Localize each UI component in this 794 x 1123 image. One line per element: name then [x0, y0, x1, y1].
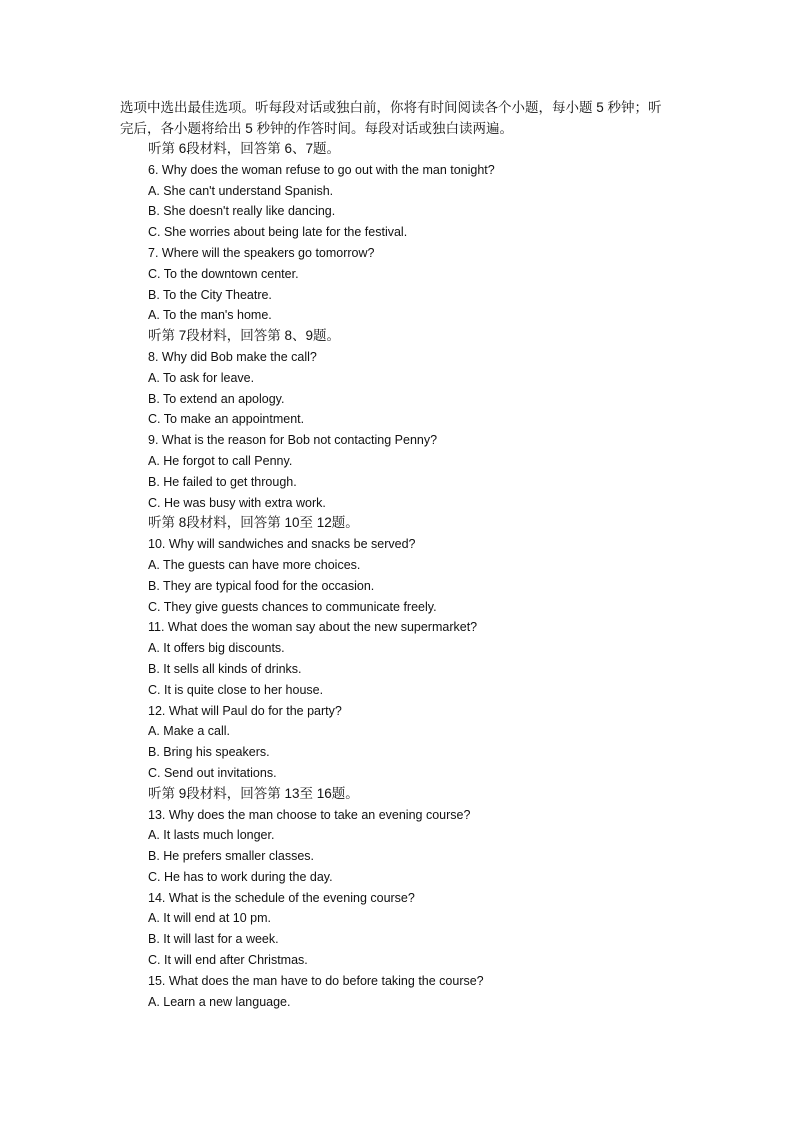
option-line: A. To the man's home.	[148, 308, 272, 323]
section-heading: 听第 6段材料，回答第 6、7题。	[148, 141, 341, 156]
question-line: 15. What does the man have to do before taking the course?	[148, 973, 484, 988]
section-heading: 听第 9段材料，回答第 13至 16题。	[148, 785, 359, 801]
option-line: A. It lasts much longer.	[148, 828, 275, 843]
option-line: C. He was busy with extra work.	[148, 495, 326, 510]
question-line: 7. Where will the speakers go tomorrow?	[148, 245, 375, 260]
section-heading: 听第 8段材料，回答第 10至 12题。	[148, 515, 359, 531]
option-line: A. It offers big discounts.	[148, 641, 285, 656]
question-line: 9. What is the reason for Bob not contacting Penny?	[148, 433, 438, 448]
option-line: C. It will end after Christmas.	[148, 953, 308, 968]
option-line: B. It will last for a week.	[148, 932, 279, 947]
option-line: A. Make a call.	[148, 724, 230, 739]
option-line: C. To the downtown center.	[148, 266, 299, 281]
option-line: B. He prefers smaller classes.	[148, 849, 315, 864]
question-line: 12. What will Paul do for the party?	[148, 703, 342, 718]
section-heading: 听第 7段材料，回答第 8、9题。	[148, 328, 341, 344]
option-line: B. To the City Theatre.	[148, 287, 272, 302]
option-line: B. Bring his speakers.	[148, 745, 270, 760]
option-line: A. Learn a new language.	[148, 994, 291, 1009]
option-line: C. To make an appointment.	[148, 412, 305, 427]
instructions-paragraph	[120, 97, 680, 139]
question-line: 14. What is the schedule of the evening course?	[148, 890, 415, 905]
option-line: A. She can't understand Spanish.	[148, 183, 334, 198]
question-line: 6. Why does the woman refuse to go out with the man tonight?	[148, 162, 495, 177]
option-line: A. It will end at 10 pm.	[148, 911, 271, 926]
option-line: C. It is quite close to her house.	[148, 682, 324, 697]
option-line: A. He forgot to call Penny.	[148, 453, 293, 468]
option-line: C. They give guests chances to communicate freely.	[148, 599, 437, 614]
question-line: 8. Why did Bob make the call?	[148, 349, 317, 364]
option-line: B. To extend an apology.	[148, 391, 285, 406]
option-line: A. The guests can have more choices.	[148, 557, 361, 572]
question-list	[148, 139, 708, 1012]
option-line: C. She worries about being late for the festival.	[148, 225, 408, 240]
instructions-line-1: 选项中选出最佳选项。听每段对话或独白前，你将有时间阅读各个小题，每小题 5 秒钟；听	[120, 100, 662, 115]
option-line: C. He has to work during the day.	[148, 869, 333, 884]
question-line: 11. What does the woman say about the new supermarket?	[148, 620, 478, 635]
option-line: B. He failed to get through.	[148, 474, 297, 489]
question-line: 13. Why does the man choose to take an evening course?	[148, 807, 471, 822]
option-line: A. To ask for leave.	[148, 370, 255, 385]
question-line: 10. Why will sandwiches and snacks be served?	[148, 537, 416, 552]
option-line: C. Send out invitations.	[148, 765, 277, 780]
instructions-line-2: 完后，各小题将给出 5 秒钟的作答时间。每段对话或独白读两遍。	[120, 121, 514, 136]
option-line: B. It sells all kinds of drinks.	[148, 661, 302, 676]
option-line: B. They are typical food for the occasion.	[148, 578, 375, 593]
option-line: B. She doesn't really like dancing.	[148, 204, 336, 219]
